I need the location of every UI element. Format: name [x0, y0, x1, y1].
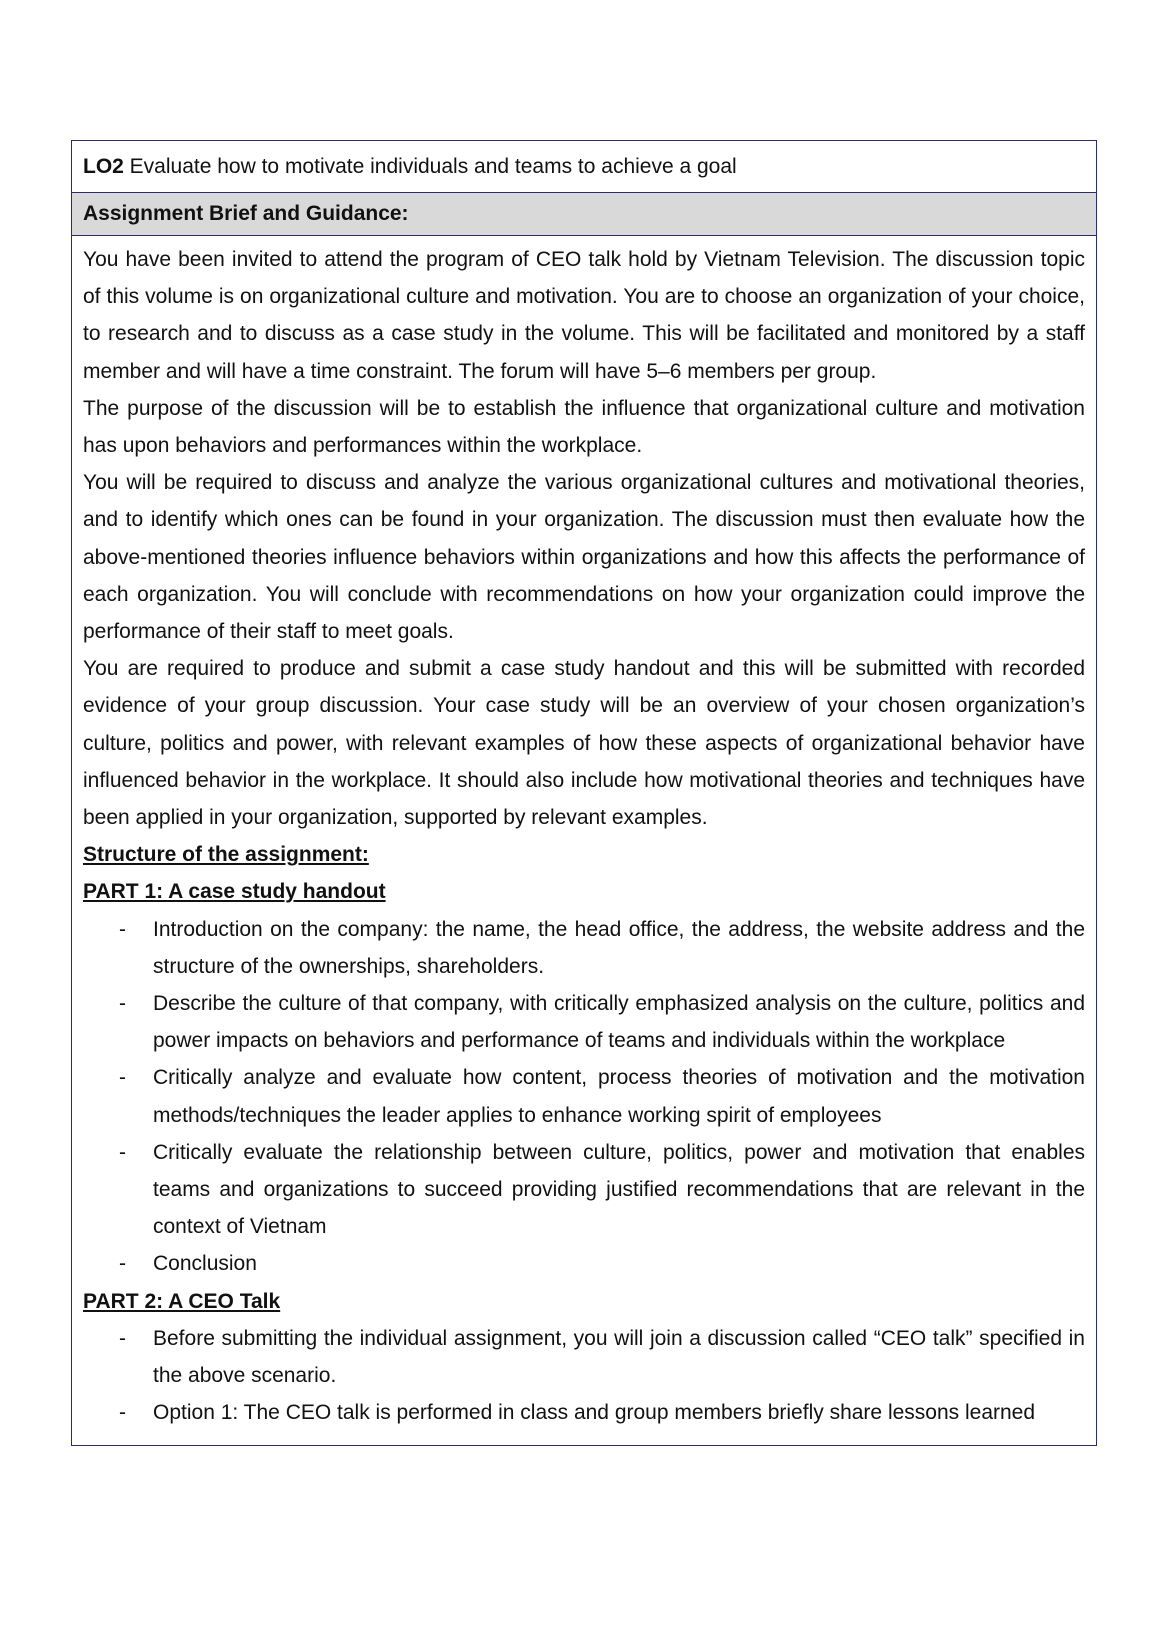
assignment-brief-table — [71, 140, 1097, 1446]
list-item-text: Critically evaluate the relationship between culture, politics, power and motivation that enables teams and organizations to succeed providing justified recommendations that are relevant in the context of Vietnam — [153, 1140, 1085, 1239]
list-item-text: Describe the culture of that company, with critically emphasized analysis on the culture, politics and power impacts on behaviors and performance of teams and individuals within the workplace — [153, 992, 1085, 1053]
dash-marker: - — [119, 1140, 126, 1164]
dash-marker: - — [119, 1401, 126, 1425]
brief-heading: Assignment Brief and Guidance: — [83, 202, 409, 225]
part1-list — [83, 911, 1085, 1283]
learning-outcome-text: Evaluate how to motivate individuals and teams to achieve a goal — [123, 155, 737, 178]
learning-outcome-code: LO2 — [83, 155, 124, 178]
dash-marker: - — [119, 1252, 126, 1276]
list-item — [83, 1134, 1085, 1246]
dash-marker: - — [119, 917, 126, 941]
brief-heading-row — [72, 193, 1096, 236]
dash-marker: - — [119, 1066, 126, 1090]
brief-body — [72, 236, 1096, 1445]
list-item — [83, 985, 1085, 1059]
list-item-text: Introduction on the company: the name, the head office, the address, the website address and the structure of the ownerships, shareholders. — [153, 917, 1085, 978]
structure-heading — [83, 836, 1085, 873]
learning-outcome-row — [72, 141, 1096, 193]
part2-heading: PART 2: A CEO Talk — [83, 1289, 281, 1313]
list-item-text: Before submitting the individual assignment, you will join a discussion called “CEO talk” specified in the above scenario. — [153, 1326, 1085, 1388]
paragraph-requirements: You will be required to discuss and analyze the various organizational cultures and motivational theories, and to identify which ones can be found in your organization. The discussion must then evaluate how the above-mentioned theories influence behaviors within organizations and how this affects the performance of each organization. You will conclude with recommendations on how your organization could improve the performance of their staff to meet goals. — [83, 471, 1085, 644]
list-item — [83, 1059, 1085, 1133]
list-item — [83, 1394, 1085, 1431]
list-item-text: Conclusion — [153, 1252, 257, 1276]
paragraph-purpose: The purpose of the discussion will be to establish the influence that organizational culture and motivation has upon behaviors and performances within the workplace. — [83, 396, 1085, 458]
list-item-text: Option 1: The CEO talk is performed in class and group members briefly share lessons learned — [153, 1401, 1036, 1425]
list-item — [83, 911, 1085, 985]
paragraph-invitation: You have been invited to attend the program of CEO talk hold by Vietnam Television. The discussion topic of this volume is on organizational culture and motivation. You are to choose an organization of your choice, to research and to discuss as a case study in the volume. This will be facilitated and monitored by a staff member and will have a time constraint. The forum will have 5–6 members per group. — [83, 248, 1085, 383]
dash-marker: - — [119, 992, 126, 1016]
list-item — [83, 1245, 1085, 1282]
part1-heading: PART 1: A case study handout — [83, 880, 386, 904]
structure-heading-text: Structure of the assignment: — [83, 843, 369, 867]
paragraph-handout: You are required to produce and submit a case study handout and this will be submitted with recorded evidence of your group discussion. Your case study will be an overview of your chosen organization’s culture, politics and power, with relevant examples of how these aspects of organizational behavior have influenced behavior in the workplace. It should also include how motivational theories and techniques have been applied in your organization, supported by relevant examples. — [83, 657, 1085, 830]
list-item-text: Critically analyze and evaluate how content, process theories of motivation and the motivation methods/techniques the leader applies to enhance working spirit of employees — [153, 1066, 1085, 1127]
dash-marker: - — [119, 1326, 126, 1350]
part2-list — [83, 1320, 1085, 1432]
list-item — [83, 1320, 1085, 1394]
